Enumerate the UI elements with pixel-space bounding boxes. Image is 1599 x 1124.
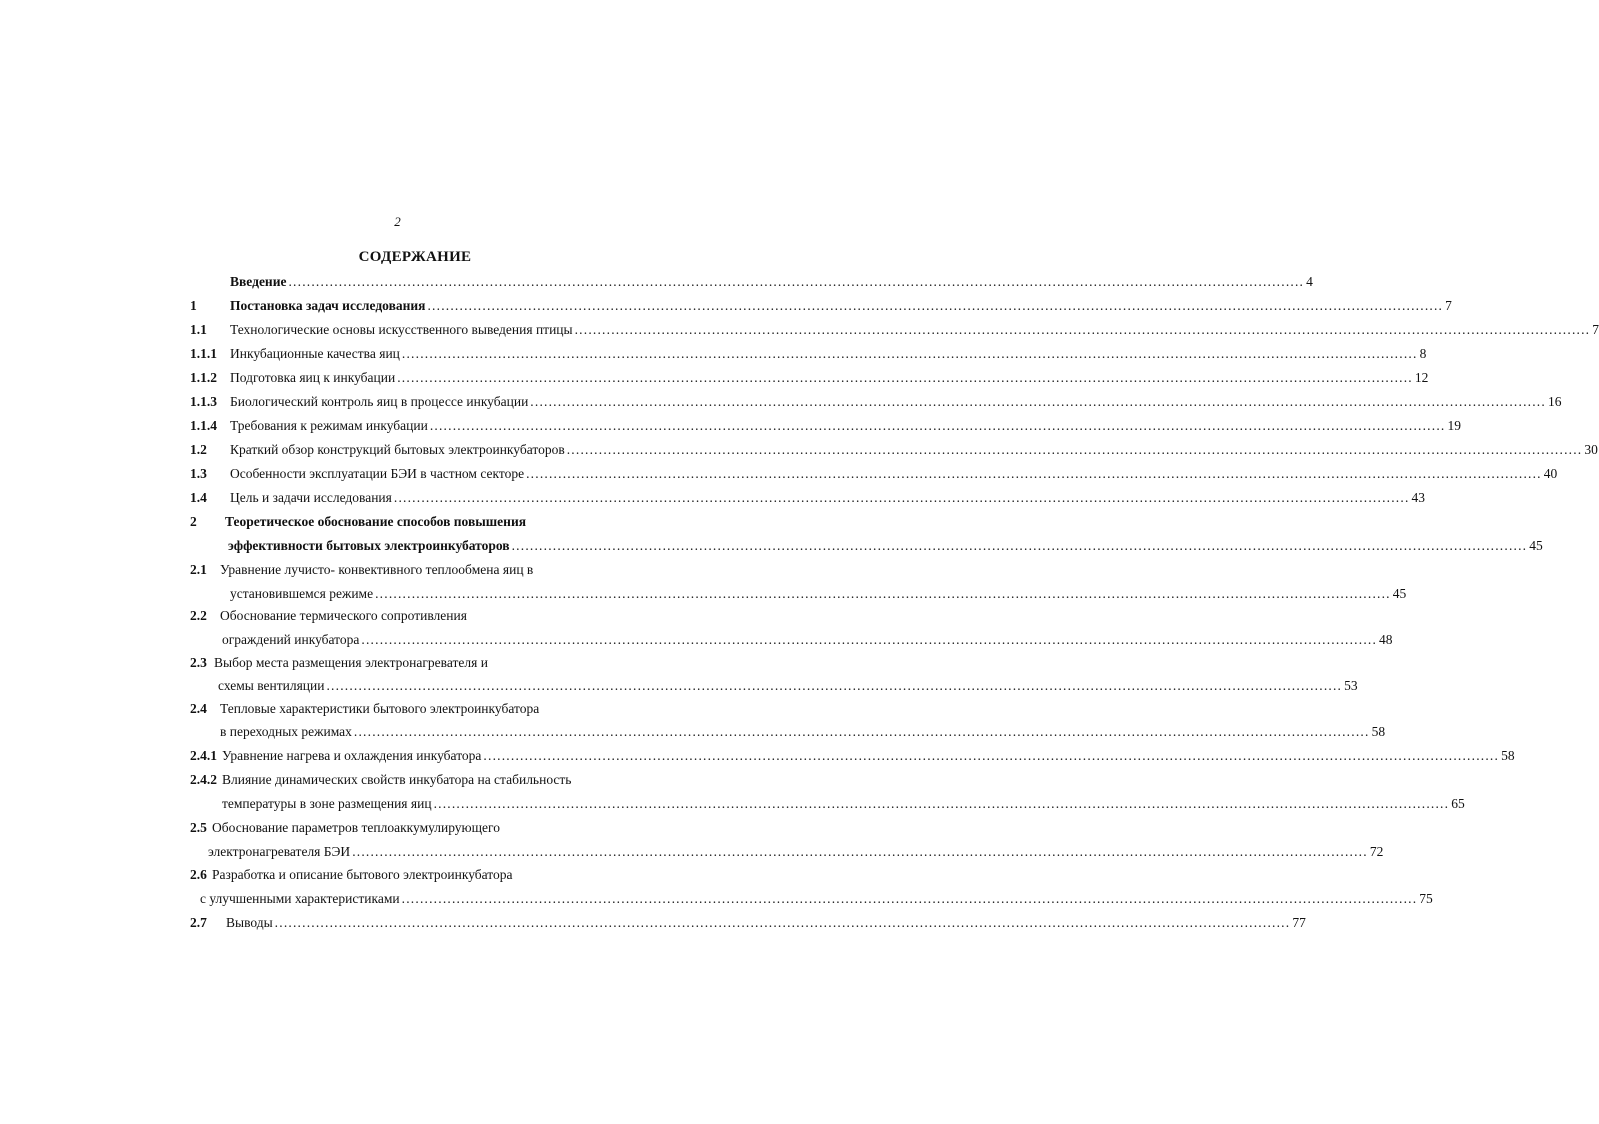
toc-section-number: 2.4.1: [190, 748, 217, 763]
toc-section-number: 1.3: [190, 466, 207, 481]
toc-entry-2-4-1: [0, 746, 1515, 766]
toc-page-number: 53: [1344, 678, 1358, 693]
toc-entry-2-4: [0, 699, 795, 719]
toc-entry-2-4-cont: [0, 722, 1386, 742]
toc-section-number: 2.1: [190, 562, 207, 577]
toc-entry-text: Краткий обзор конструкций бытовых электроинкубаторов: [230, 442, 565, 457]
toc-section-number: 2.3: [190, 655, 207, 670]
toc-entry-text: Обоснование параметров теплоаккумулирующего: [212, 820, 500, 835]
toc-entry-2-3: [0, 653, 795, 673]
toc-entry-1-3: [0, 464, 1558, 484]
toc-leader: ..............................................................................................................................................................................................................................: [288, 274, 1305, 289]
toc-section-number: 2.4: [190, 701, 207, 716]
toc-leader: ..............................................................................................................................................................................................................................: [483, 748, 1500, 763]
toc-leader: ..............................................................................................................................................................................................................................: [530, 394, 1546, 409]
toc-entry-text: Разработка и описание бытового электроинкубатора: [212, 867, 513, 882]
toc-entry-2-5: [0, 818, 795, 838]
toc-entry-text: Особенности эксплуатации БЭИ в частном секторе: [230, 466, 525, 481]
toc-section-number: 1.1.3: [190, 394, 217, 409]
toc-entry-2-5-cont: [0, 842, 1384, 862]
toc-leader: ..............................................................................................................................................................................................................................: [375, 586, 1391, 601]
toc-section-number: 2.2: [190, 608, 207, 623]
toc-entry-text: Уравнение нагрева и охлаждения инкубатора: [222, 748, 482, 763]
toc-leader: ..............................................................................................................................................................................................................................: [361, 632, 1378, 647]
toc-page-number: 45: [1392, 586, 1407, 601]
toc-leader: ..............................................................................................................................................................................................................................: [526, 466, 1542, 481]
toc-page-number: 58: [1371, 724, 1386, 739]
toc-entry-text: Выбор места размещения электронагревателя и: [214, 655, 488, 670]
toc-section-number: 2.4.2: [190, 772, 217, 787]
toc-section-number: 1.1.4: [190, 418, 217, 433]
toc-entry-2-7: [0, 913, 1306, 933]
toc-title: СОДЕРЖАНИЕ: [358, 249, 472, 265]
toc-leader: ..............................................................................................................................................................................................................................: [433, 796, 1450, 811]
toc-entry-1-1: [0, 320, 1599, 340]
toc-entry-text: электронагревателя БЭИ: [208, 844, 351, 859]
toc-page-number: 30: [1584, 442, 1598, 457]
toc-page-number: 40: [1543, 466, 1558, 481]
toc-section-number: 1.2: [190, 442, 207, 457]
toc-leader: ..............................................................................................................................................................................................................................: [274, 915, 1291, 930]
toc-section-number: 2.7: [190, 915, 207, 930]
toc-leader: ..............................................................................................................................................................................................................................: [427, 298, 1444, 313]
toc-entry-text: Тепловые характеристики бытового электроинкубатора: [220, 701, 540, 716]
toc-entry-text: температуры в зоне размещения яиц: [222, 796, 432, 811]
toc-entry-2: [0, 512, 795, 532]
toc-entry-text: Обоснование термического сопротивления: [220, 608, 467, 623]
toc-page-number: 45: [1529, 538, 1543, 553]
toc-entry-2-4-2-cont: [0, 794, 1465, 814]
toc-entry-2-2: [0, 606, 795, 626]
toc-entry-text: Влияние динамических свойств инкубатора на стабильность: [222, 772, 572, 787]
toc-entry-1-2: [0, 440, 1598, 460]
toc-page-number: 72: [1369, 844, 1384, 859]
toc-page-number: 7: [1445, 298, 1452, 313]
toc-entry-2-cont: [0, 536, 1543, 556]
toc-entry-text: Выводы: [226, 915, 273, 930]
toc-entry-text: Требования к режимам инкубации: [230, 418, 428, 433]
toc-page-number: 12: [1414, 370, 1429, 385]
toc-entry-1-1-2: [0, 368, 1429, 388]
toc-entry-text: Цель и задачи исследования: [230, 490, 392, 505]
toc-entry-text: ограждений инкубатора: [222, 632, 360, 647]
toc-leader: ..............................................................................................................................................................................................................................: [353, 724, 1370, 739]
toc-section-number: 1.1.2: [190, 370, 217, 385]
toc-page-number: 4: [1306, 274, 1313, 289]
toc-entry-text: Биологический контроль яиц в процессе инкубации: [230, 394, 529, 409]
toc-leader: ..............................................................................................................................................................................................................................: [326, 678, 1343, 693]
toc-entry-2-6: [0, 865, 795, 885]
toc-entry-2-1: [0, 560, 795, 580]
toc-leader: ..............................................................................................................................................................................................................................: [401, 346, 1418, 361]
toc-section-number: 1.1: [190, 322, 207, 337]
toc-leader: ..............................................................................................................................................................................................................................: [429, 418, 1446, 433]
page-number: 2: [394, 214, 401, 229]
toc-section-number: 1: [190, 298, 197, 313]
toc-page-number: 48: [1379, 632, 1393, 647]
toc-entry-text: Инкубационные качества яиц: [230, 346, 400, 361]
toc-entry-2-4-2: [0, 770, 795, 790]
toc-section-number: 1.4: [190, 490, 207, 505]
toc-entry-text: Введение: [230, 274, 287, 289]
toc-leader: ..............................................................................................................................................................................................................................: [393, 490, 1410, 505]
toc-leader: ..............................................................................................................................................................................................................................: [401, 891, 1418, 906]
toc-entry-text: Теоретическое обоснование способов повышения: [225, 514, 527, 529]
toc-leader: ..............................................................................................................................................................................................................................: [566, 442, 1583, 457]
toc-page-number: 75: [1419, 891, 1433, 906]
toc-section-number: 2: [190, 514, 197, 529]
toc-entry-2-1-cont: [0, 584, 1407, 604]
toc-page-number: 19: [1447, 418, 1461, 433]
toc-section-number: 1.1.1: [190, 346, 217, 361]
toc-entry-2-2-cont: [0, 630, 1393, 650]
toc-entry-text: установившемся режиме: [230, 586, 374, 601]
toc-page-number: 77: [1292, 915, 1306, 930]
toc-leader: ..............................................................................................................................................................................................................................: [397, 370, 1413, 385]
toc-entry-1: [0, 296, 1452, 316]
toc-page-number: 8: [1419, 346, 1427, 361]
toc-entry-text: в переходных режимах: [220, 724, 352, 739]
toc-leader: ..............................................................................................................................................................................................................................: [352, 844, 1368, 859]
toc-section-number: 2.5: [190, 820, 207, 835]
toc-leader: ..............................................................................................................................................................................................................................: [574, 322, 1591, 337]
toc-entry-1-1-4: [0, 416, 1461, 436]
toc-entry-2-3-cont: [0, 676, 1358, 696]
toc-entry-1-1-1: [0, 344, 1427, 364]
toc-entry-text: Технологические основы искусственного выведения птицы: [230, 322, 573, 337]
toc-entry-text: Уравнение лучисто- конвективного теплообмена яиц в: [220, 562, 534, 577]
toc-page-number: 43: [1411, 490, 1426, 505]
toc-page-number: 7: [1592, 322, 1599, 337]
toc-entry-text: эффективности бытовых электроинкубаторов: [228, 538, 510, 553]
toc-page-number: 16: [1547, 394, 1562, 409]
toc-entry-1-1-3: [0, 392, 1562, 412]
toc-leader: ..............................................................................................................................................................................................................................: [511, 538, 1528, 553]
toc-page-number: 65: [1451, 796, 1465, 811]
toc-entry-1-4: [0, 488, 1426, 508]
toc-entry-text: с улучшенными характеристиками: [200, 891, 400, 906]
toc-section-number: 2.6: [190, 867, 207, 882]
toc-page-number: 58: [1501, 748, 1515, 763]
toc-entry-text: схемы вентиляции: [218, 678, 325, 693]
toc-entry-text: Подготовка яиц к инкубации: [230, 370, 396, 385]
toc-entry-intro: [0, 272, 1313, 292]
toc-entry-text: Постановка задач исследования: [230, 298, 426, 313]
toc-entry-2-6-cont: [0, 889, 1433, 909]
